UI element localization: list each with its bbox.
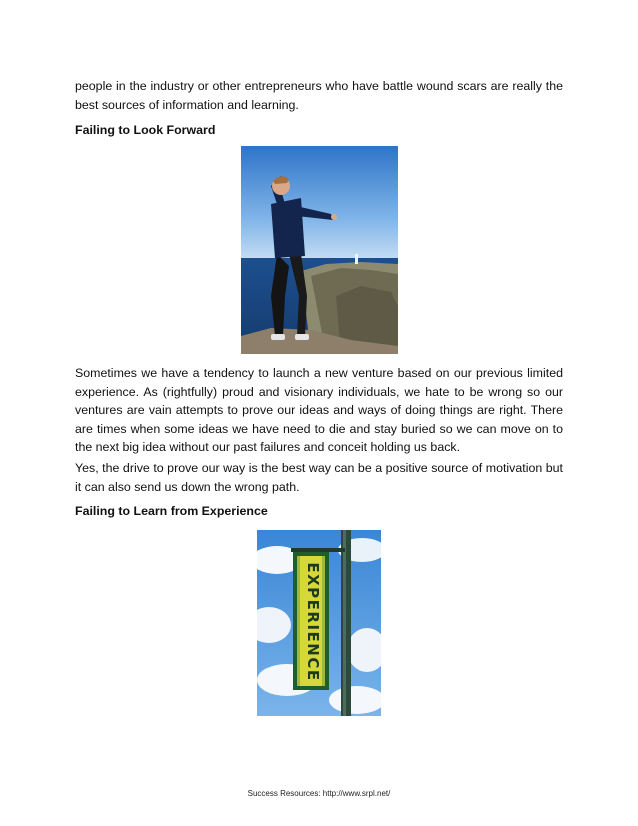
paragraph-venture: Sometimes we have a tendency to launch a new venture based on our previous limited experience. As (rightfully) proud and visionary individuals, we hate to be wrong so our ventures are vain attempts to prove our ideas and ways of doing things are right. There are times when some ideas we have need to die and stay buried so we can move on to the next big idea without our past failures and conceit holding us back. <box>75 366 563 455</box>
paragraph-motivation: Yes, the drive to prove our way is the best way can be a positive source of motivation but it can also send us down the wrong path. <box>75 461 563 494</box>
cliff-pointing-photo <box>241 146 398 354</box>
footer-source: Success Resources: http://www.srpl.net/ <box>247 789 391 798</box>
banner-lettering: EXPERIENCE <box>304 562 322 682</box>
intro-paragraph: people in the industry or other entrepreneurs who have battle wound scars are really the best sources of information and learning. <box>75 79 563 112</box>
heading-failing-to-learn: Failing to Learn from Experience <box>75 504 268 518</box>
heading-failing-to-look-forward: Failing to Look Forward <box>75 123 216 137</box>
